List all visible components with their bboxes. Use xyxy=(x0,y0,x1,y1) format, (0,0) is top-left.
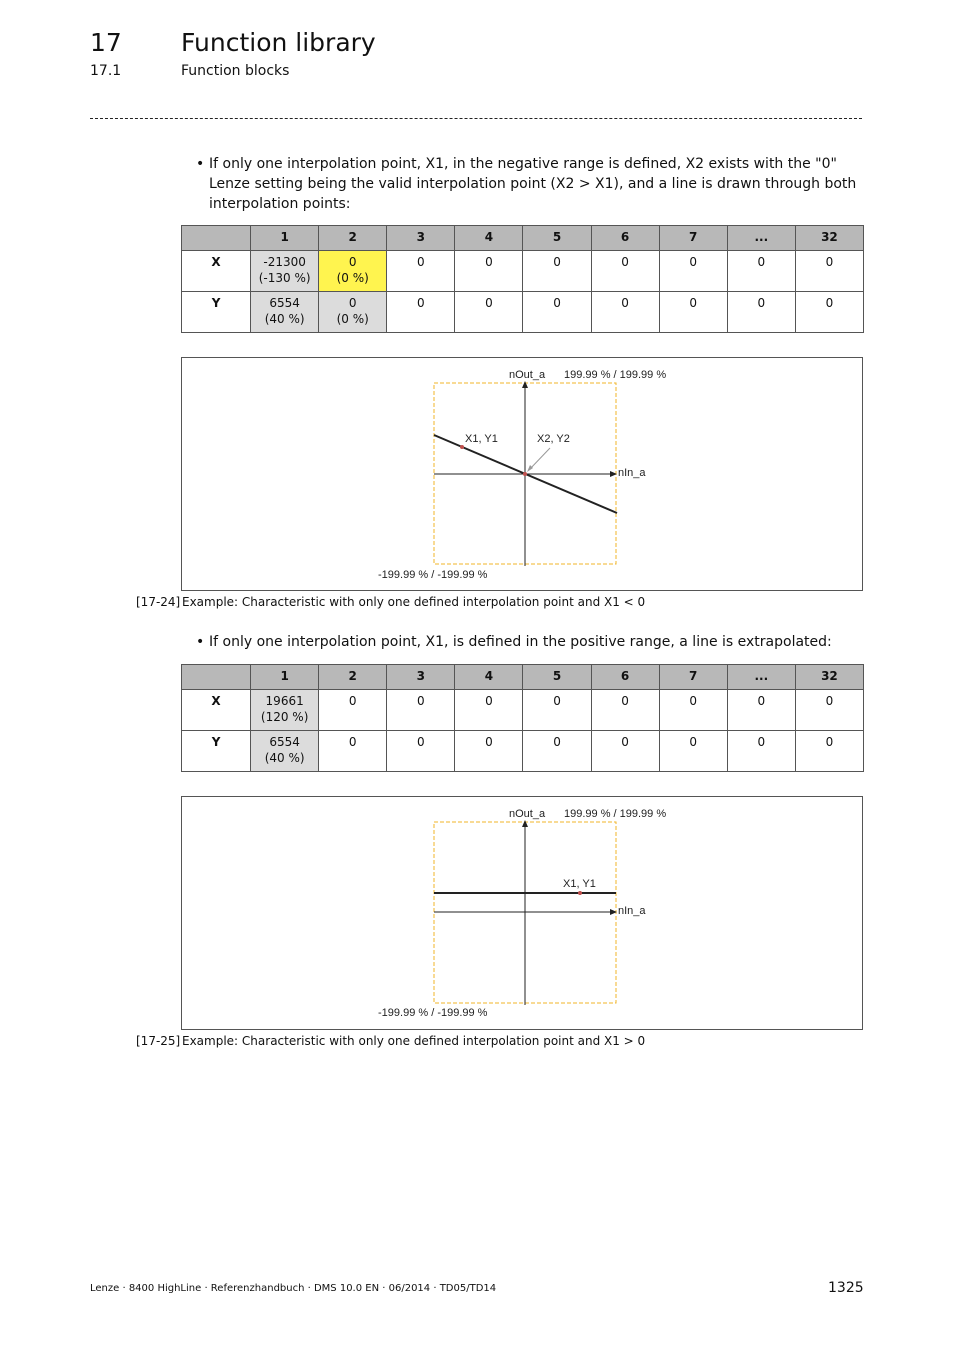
caption-number: [17-24] xyxy=(136,595,181,609)
table-cell: 0 xyxy=(659,292,727,333)
caption-text: Example: Characteristic with only one defined interpolation point and X1 > 0 xyxy=(182,1034,646,1048)
table-cell: 0 xyxy=(591,690,659,731)
table-cell: 0 xyxy=(455,251,523,292)
table-cell: 0 xyxy=(727,690,795,731)
column-header: 5 xyxy=(523,665,591,690)
x-axis-label: nIn_a xyxy=(618,467,646,479)
column-header: 2 xyxy=(319,665,387,690)
interpolation-table-negative xyxy=(181,225,864,333)
table-cell: 0 xyxy=(591,731,659,772)
y-axis-label: nOut_a xyxy=(509,808,546,820)
footer-document-info: Lenze · 8400 HighLine · Referenzhandbuch · DMS 10.0 EN · 06/2014 · TD05/TD14 xyxy=(90,1283,497,1294)
column-header: 5 xyxy=(523,226,591,251)
table-cell: 0 xyxy=(727,731,795,772)
column-header xyxy=(182,665,251,690)
table-cell: 0 xyxy=(727,292,795,333)
bullet-dot: • xyxy=(196,634,205,650)
bullet-text: If only one interpolation point, X1, in the negative range is defined, X2 exists with the "0" Lenze setting being the valid interpolation point (X2 > X1), and a line is drawn through both interpolation points: xyxy=(209,156,857,212)
column-header: ... xyxy=(727,665,795,690)
table-cell: 0 xyxy=(659,731,727,772)
bullet-text: If only one interpolation point, X1, is defined in the positive range, a line is extrapolated: xyxy=(209,634,832,650)
pointer-line xyxy=(529,448,550,470)
row-label: Y xyxy=(182,292,251,333)
column-header: 1 xyxy=(251,665,319,690)
table-row-x xyxy=(182,690,864,731)
table-cell: 0 xyxy=(659,251,727,292)
table-header-row xyxy=(182,226,864,251)
characteristic-figure-positive xyxy=(181,796,863,1030)
column-header: 2 xyxy=(319,226,387,251)
min-range-label: -199.99 % / -199.99 % xyxy=(378,1007,488,1019)
table-cell: 0 xyxy=(795,690,863,731)
bullet-positive-range xyxy=(196,632,866,652)
table-row-y xyxy=(182,731,864,772)
bullet-negative-range xyxy=(196,154,866,214)
table-cell: 19661 (120 %) xyxy=(251,690,319,731)
bullet-dot: • xyxy=(196,156,205,172)
table-cell: 0 xyxy=(387,251,455,292)
table-cell: 0 xyxy=(795,731,863,772)
table-cell: 0 xyxy=(523,292,591,333)
y-axis-arrow xyxy=(522,820,528,827)
table-cell: 0 xyxy=(591,292,659,333)
section-title: Function blocks xyxy=(181,63,290,79)
section-number: 17.1 xyxy=(90,63,122,79)
caption-number: [17-25] xyxy=(136,1034,181,1048)
y-axis-arrow xyxy=(522,381,528,388)
interpolation-table-positive xyxy=(181,664,864,772)
row-label: X xyxy=(182,251,251,292)
table-cell: 0 xyxy=(455,690,523,731)
column-header: 32 xyxy=(795,665,863,690)
point-x1-y1 xyxy=(578,891,582,895)
column-header xyxy=(182,226,251,251)
row-label: Y xyxy=(182,731,251,772)
min-range-label: -199.99 % / -199.99 % xyxy=(378,569,488,581)
y-axis-label: nOut_a xyxy=(509,369,546,381)
characteristic-diagram xyxy=(182,358,864,592)
column-header: 1 xyxy=(251,226,319,251)
table-cell: 0 xyxy=(727,251,795,292)
table-cell: 0 xyxy=(455,292,523,333)
chapter-number: 17 xyxy=(90,28,122,57)
table-row-x xyxy=(182,251,864,292)
max-range-label: 199.99 % / 199.99 % xyxy=(564,808,667,820)
page-number: 1325 xyxy=(828,1280,864,1296)
chapter-title: Function library xyxy=(181,28,376,57)
max-range-label: 199.99 % / 199.99 % xyxy=(564,369,667,381)
x-axis-label: nIn_a xyxy=(618,905,646,917)
header-divider xyxy=(90,118,862,119)
table-cell: 0 xyxy=(795,251,863,292)
column-header: 7 xyxy=(659,226,727,251)
figure-caption-17-25 xyxy=(136,1034,876,1050)
point-x2-y2 xyxy=(523,472,527,476)
column-header: 6 xyxy=(591,665,659,690)
characteristic-figure-negative xyxy=(181,357,863,591)
column-header: 6 xyxy=(591,226,659,251)
column-header: 7 xyxy=(659,665,727,690)
table-cell: 0 xyxy=(659,690,727,731)
table-cell: 0 xyxy=(319,690,387,731)
x-axis-arrow xyxy=(610,909,617,915)
table-cell: 0 xyxy=(591,251,659,292)
column-header: 3 xyxy=(387,665,455,690)
table-cell: 0 xyxy=(387,292,455,333)
table-cell: 0 xyxy=(387,690,455,731)
column-header: 4 xyxy=(455,226,523,251)
table-cell: 0 xyxy=(795,292,863,333)
figure-caption-17-24 xyxy=(136,595,876,611)
point1-label: X1, Y1 xyxy=(563,878,596,890)
table-cell: 6554 (40 %) xyxy=(251,731,319,772)
table-cell: 0 xyxy=(387,731,455,772)
column-header: 3 xyxy=(387,226,455,251)
table-cell: 6554 (40 %) xyxy=(251,292,319,333)
point-x1-y1 xyxy=(460,445,464,449)
table-cell: 0 xyxy=(319,731,387,772)
point1-label: X1, Y1 xyxy=(465,433,498,445)
row-label: X xyxy=(182,690,251,731)
table-row-y xyxy=(182,292,864,333)
column-header: 4 xyxy=(455,665,523,690)
table-cell: 0 (0 %) xyxy=(319,292,387,333)
point2-label: X2, Y2 xyxy=(537,433,570,445)
table-header-row xyxy=(182,665,864,690)
characteristic-diagram xyxy=(182,797,864,1031)
table-cell: -21300 (-130 %) xyxy=(251,251,319,292)
column-header: 32 xyxy=(795,226,863,251)
table-cell: 0 xyxy=(523,731,591,772)
table-cell: 0 xyxy=(523,690,591,731)
caption-text: Example: Characteristic with only one defined interpolation point and X1 < 0 xyxy=(182,595,646,609)
table-cell: 0 xyxy=(455,731,523,772)
table-cell-highlighted: 0 (0 %) xyxy=(319,251,387,292)
column-header: ... xyxy=(727,226,795,251)
table-cell: 0 xyxy=(523,251,591,292)
